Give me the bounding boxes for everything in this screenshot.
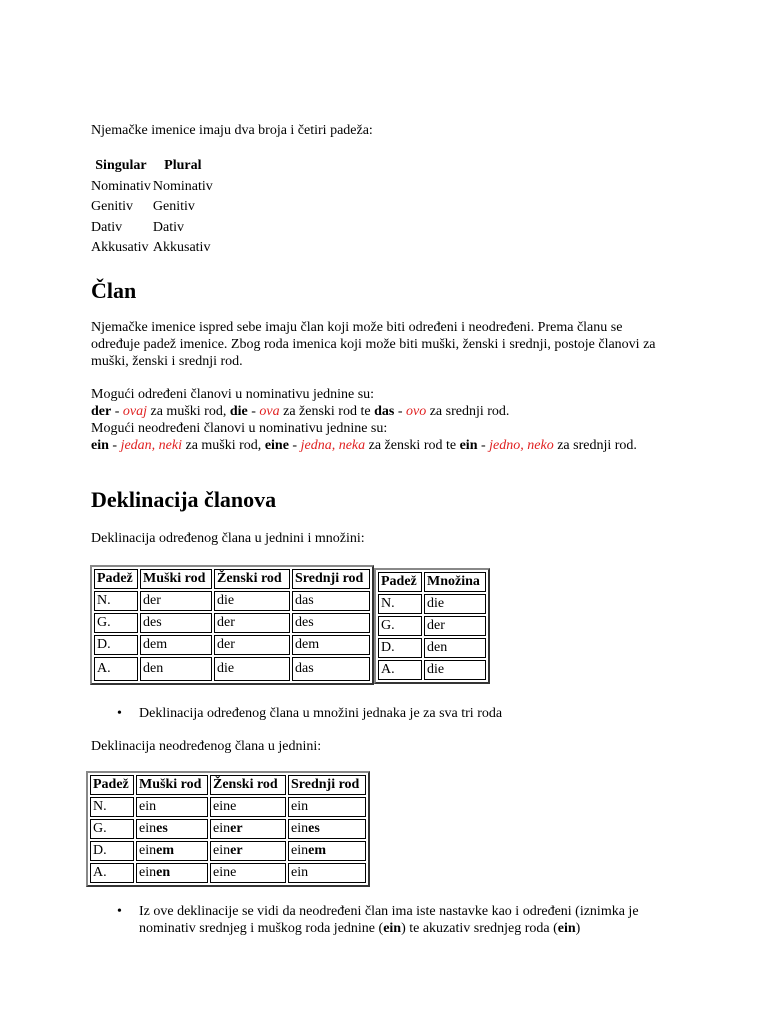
table-header: Padež (378, 572, 422, 592)
word-ending: em (308, 843, 326, 858)
definite-singular-table (90, 565, 374, 685)
table-cell: die (214, 591, 290, 611)
bullet-text: Deklinacija određenog člana u množini jednaka je za sva tri roda (139, 706, 503, 721)
table-cell: D. (378, 638, 422, 658)
table-cell (210, 863, 286, 883)
table-cell: D. (90, 841, 134, 861)
article-die: die (229, 404, 248, 419)
bullet-text: Iz ove deklinacije se vidi da neodređeni član ima iste nastavke kao i određeni (iznimka je nominativ srednjeg i muškog roda jednine ( (139, 904, 639, 936)
table-cell: dem (140, 635, 212, 655)
word-ending: er (230, 843, 243, 858)
table-cell (136, 797, 208, 817)
translation-jedno: jedno, neko (489, 438, 554, 453)
cases-table (91, 156, 215, 259)
translation-jedan: jedan, neki (120, 438, 182, 453)
cases-cell: Genitiv (91, 199, 133, 215)
word-ending: e (230, 799, 237, 814)
word-stem: ein (139, 843, 157, 858)
article-das: das (374, 404, 395, 419)
table-cell: N. (94, 591, 138, 611)
word-stem: ein (213, 843, 231, 858)
table-header: Srednji rod (288, 775, 366, 795)
table-cell (210, 797, 286, 817)
table-cell: des (140, 613, 212, 633)
table-cell: G. (94, 613, 138, 633)
word-stem: ein (139, 865, 157, 880)
cases-header: Plural (164, 158, 202, 174)
table-cell: das (292, 591, 370, 611)
text-fragment: za ženski rod te (365, 438, 460, 453)
table-cell (288, 841, 366, 861)
table-cell: A. (90, 863, 134, 883)
table-cell: dem (292, 635, 370, 655)
text-fragment: za muški rod, (181, 438, 265, 453)
cases-cell: Dativ (152, 219, 184, 235)
table-cell (288, 819, 366, 839)
bullet-bold-ein: ein (557, 921, 576, 936)
table-cell: N. (90, 797, 134, 817)
table-cell: G. (378, 616, 422, 636)
table-cell: die (424, 660, 486, 680)
word-ending: er (230, 821, 243, 836)
word-stem: ein (213, 865, 231, 880)
word-ending: en (156, 865, 171, 880)
article-ein-neuter: ein (459, 438, 478, 453)
table-cell (136, 819, 208, 839)
text-fragment: za srednji rod. (426, 404, 510, 419)
bullet-dot-icon: • (117, 706, 122, 721)
bullet-item (117, 903, 679, 937)
word-stem: ein (139, 821, 157, 836)
table-header: Ženski rod (214, 569, 290, 589)
table-cell: N. (378, 594, 422, 614)
table-cell: G. (90, 819, 134, 839)
translation-jedna: jedna, neka (300, 438, 366, 453)
cases-cell: Akkusativ (91, 240, 149, 256)
table-cell (136, 841, 208, 861)
definite-articles-block: Mogući određeni članovi u nominativu jednine su: der - ovaj za muški rod, die - ova za ženski rod te das - ovo za srednji rod. Mogući neodređeni članovi u nominativu jednine su: ein - jedan, neki za muški rod, eine - jedna, neka za ženski rod te ein - jedno, neko za srednji rod. (91, 387, 637, 453)
table-header: Množina (424, 572, 486, 592)
text-fragment: za ženski rod te (279, 404, 375, 419)
table-cell: die (424, 594, 486, 614)
table-cell (136, 863, 208, 883)
word-stem: ein (291, 843, 309, 858)
bullet-text: ) te akuzativ srednjeg roda ( (401, 921, 558, 936)
bullet-text: ) (575, 921, 581, 936)
indefinite-singular-table (86, 771, 370, 887)
bullet-dot-icon: • (117, 904, 122, 919)
word-stem: ein (213, 799, 231, 814)
table-cell: der (214, 613, 290, 633)
indefinite-intro: Mogući neodređeni članovi u nominativu jednine su: (91, 421, 388, 436)
table-cell: A. (378, 660, 422, 680)
word-stem: ein (291, 865, 309, 880)
heading-deklinacija: Deklinacija članova (91, 487, 277, 512)
table-cell: A. (94, 657, 138, 681)
cases-cell: Genitiv (152, 199, 195, 215)
cases-cell: Nominativ (152, 178, 213, 194)
definite-declension-intro: Deklinacija određenog člana u jednini i množini: (91, 531, 365, 546)
table-cell: der (214, 635, 290, 655)
word-ending: em (156, 843, 174, 858)
table-cell (288, 863, 366, 883)
bullet-bold-ein: ein (383, 921, 402, 936)
text-fragment: za muški rod, (147, 404, 230, 419)
cases-cell: Dativ (91, 219, 123, 235)
table-header: Padež (94, 569, 138, 589)
table-header: Padež (90, 775, 134, 795)
cases-cell: Nominativ (91, 178, 151, 194)
table-header: Muški rod (140, 569, 212, 589)
text-fragment: za srednji rod. (553, 438, 637, 453)
table-cell: D. (94, 635, 138, 655)
word-stem: ein (139, 799, 157, 814)
table-cell (210, 841, 286, 861)
table-cell: den (424, 638, 486, 658)
word-ending: es (156, 821, 168, 836)
table-cell: den (140, 657, 212, 681)
word-ending: es (308, 821, 320, 836)
table-header: Ženski rod (210, 775, 286, 795)
translation-ovaj: ovaj (122, 404, 147, 419)
word-stem: ein (213, 821, 231, 836)
table-cell: des (292, 613, 370, 633)
word-stem: ein (291, 799, 309, 814)
table-cell (288, 797, 366, 817)
cases-cell: Akkusativ (152, 240, 211, 256)
word-ending: e (230, 865, 237, 880)
heading-clan: Član (91, 278, 137, 303)
table-cell: der (424, 616, 486, 636)
cases-header: Singular (95, 158, 147, 174)
indefinite-declension-intro: Deklinacija neodređenog člana u jednini: (91, 739, 322, 754)
clan-paragraph: Njemačke imenice ispred sebe imaju član koji može biti određeni i neodređeni. Prema članu se određuje padež imenice. Zbog roda imenica koji može biti muški, ženski i srednji, postoje članovi za muški, ženski i srednji rod. (91, 320, 656, 369)
table-header: Srednji rod (292, 569, 370, 589)
article-ein: ein (91, 438, 109, 453)
translation-ova: ova (259, 404, 280, 419)
translation-ovo: ovo (405, 404, 427, 419)
table-cell: der (140, 591, 212, 611)
article-der: der (91, 404, 112, 419)
definite-intro: Mogući određeni članovi u nominativu jednine su: (91, 387, 375, 402)
intro-text: Njemačke imenice imaju dva broja i četiri padeža: (91, 123, 373, 138)
word-stem: ein (291, 821, 309, 836)
bullet-item (117, 705, 503, 722)
definite-plural-table (374, 568, 490, 684)
table-cell: die (214, 657, 290, 681)
article-eine: eine (264, 438, 289, 453)
table-header: Muški rod (136, 775, 208, 795)
table-cell (210, 819, 286, 839)
table-cell: das (292, 657, 370, 681)
